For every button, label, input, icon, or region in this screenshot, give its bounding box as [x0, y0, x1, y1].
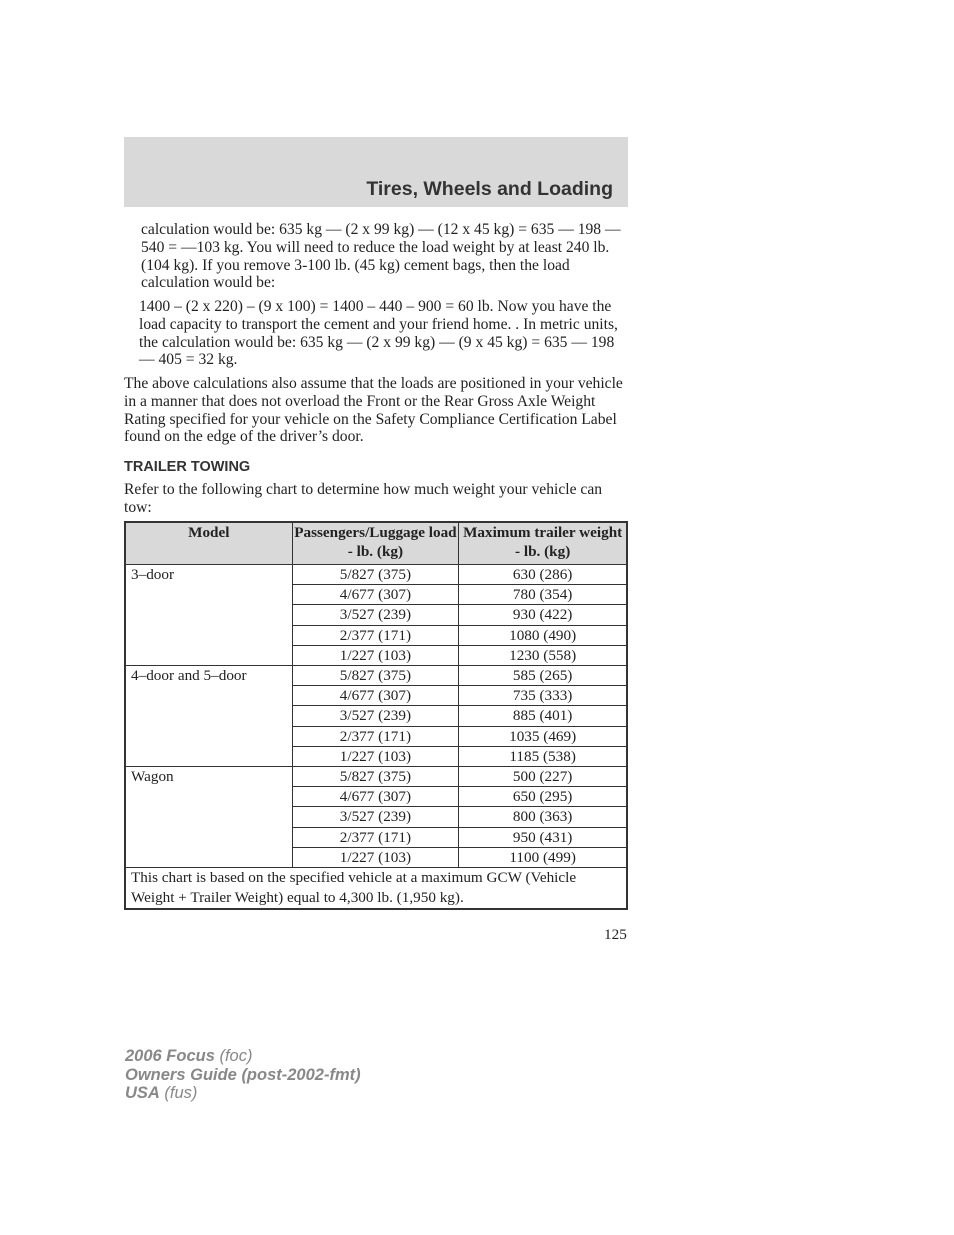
trailer-towing-table	[124, 521, 628, 910]
paragraph-calculation-continued: calculation would be: 635 kg — (2 x 99 kg) — (12 x 45 kg) = 635 — 198 — 540 = —103 kg. You will need to reduce the load weight by at least 240 lb. (104 kg). If you remove 3-100 lb. (45 kg) cement bags, then the load calculation would be:	[141, 221, 621, 292]
passenger-load-cell: 1/227 (103)	[292, 645, 459, 665]
passenger-load-cell: 1/227 (103)	[292, 847, 459, 867]
passenger-load-cell: 5/827 (375)	[292, 666, 459, 686]
table-row	[125, 767, 627, 787]
paragraph-revised-calculation: 1400 – (2 x 220) – (9 x 100) = 1400 – 440 – 900 = 60 lb. Now you have the load capacity to transport the cement and your friend home. . In metric units, the calculation would be: 635 kg — (2 x 99 kg) — (9 x 45 kg) = 635 — 198 — 405 = 32 kg.	[139, 298, 618, 369]
max-trailer-weight-cell: 1230 (558)	[459, 645, 627, 665]
passenger-load-cell: 2/377 (171)	[292, 827, 459, 847]
model-cell: Wagon	[125, 767, 292, 868]
max-trailer-weight-cell: 585 (265)	[459, 666, 627, 686]
max-trailer-weight-cell: 930 (422)	[459, 605, 627, 625]
passenger-load-cell: 2/377 (171)	[292, 726, 459, 746]
footer-line-3: USA (fus)	[125, 1084, 198, 1102]
passenger-load-cell: 4/677 (307)	[292, 787, 459, 807]
passenger-load-cell: 3/527 (239)	[292, 605, 459, 625]
section-heading-trailer-towing: TRAILER TOWING	[124, 459, 251, 475]
table-row	[125, 565, 627, 585]
max-trailer-weight-cell: 500 (227)	[459, 767, 627, 787]
passenger-load-cell: 1/227 (103)	[292, 746, 459, 766]
table-body	[125, 565, 627, 910]
max-trailer-weight-cell: 780 (354)	[459, 585, 627, 605]
passenger-load-cell: 4/677 (307)	[292, 686, 459, 706]
passenger-load-cell: 5/827 (375)	[292, 767, 459, 787]
max-trailer-weight-cell: 1080 (490)	[459, 625, 627, 645]
paragraph-load-positioning: The above calculations also assume that the loads are positioned in your vehicle in a manner that does not overload the Front or the Rear Gross Axle Weight Rating specified for your vehicle on the Safety Compliance Certification Label found on the edge of the driver’s door.	[124, 375, 623, 446]
max-trailer-weight-cell: 950 (431)	[459, 827, 627, 847]
footer-line-1: 2006 Focus (foc)	[125, 1047, 253, 1065]
footer-line-2: Owners Guide (post-2002-fmt)	[125, 1065, 361, 1084]
table-note-row	[125, 868, 627, 910]
table-row	[125, 666, 627, 686]
passenger-load-cell: 3/527 (239)	[292, 807, 459, 827]
page-number: 125	[604, 926, 627, 943]
model-cell: 3–door	[125, 565, 292, 666]
passenger-load-cell: 2/377 (171)	[292, 625, 459, 645]
passenger-load-cell: 3/527 (239)	[292, 706, 459, 726]
chapter-header-band	[124, 137, 628, 207]
max-trailer-weight-cell: 885 (401)	[459, 706, 627, 726]
document-footer	[125, 1047, 361, 1103]
paragraph-trailer-intro: Refer to the following chart to determine how much weight your vehicle can tow:	[124, 481, 603, 516]
max-trailer-weight-cell: 1035 (469)	[459, 726, 627, 746]
max-trailer-weight-cell: 1185 (538)	[459, 746, 627, 766]
max-trailer-weight-cell: 630 (286)	[459, 565, 627, 585]
max-trailer-weight-cell: 800 (363)	[459, 807, 627, 827]
header-passenger-load: Passengers/Luggage load - lb. (kg)	[292, 522, 459, 565]
chapter-title: Tires, Wheels and Loading	[366, 178, 613, 200]
passenger-load-cell: 5/827 (375)	[292, 565, 459, 585]
max-trailer-weight-cell: 650 (295)	[459, 787, 627, 807]
header-max-trailer-weight: Maximum trailer weight - lb. (kg)	[459, 522, 627, 565]
table-note: This chart is based on the specified vehicle at a maximum GCW (Vehicle Weight + Trailer Weight) equal to 4,300 lb. (1,950 kg).	[125, 868, 627, 910]
passenger-load-cell: 4/677 (307)	[292, 585, 459, 605]
max-trailer-weight-cell: 1100 (499)	[459, 847, 627, 867]
header-model: Model	[125, 522, 292, 565]
max-trailer-weight-cell: 735 (333)	[459, 686, 627, 706]
model-cell: 4–door and 5–door	[125, 666, 292, 767]
table-header-row	[125, 522, 627, 565]
